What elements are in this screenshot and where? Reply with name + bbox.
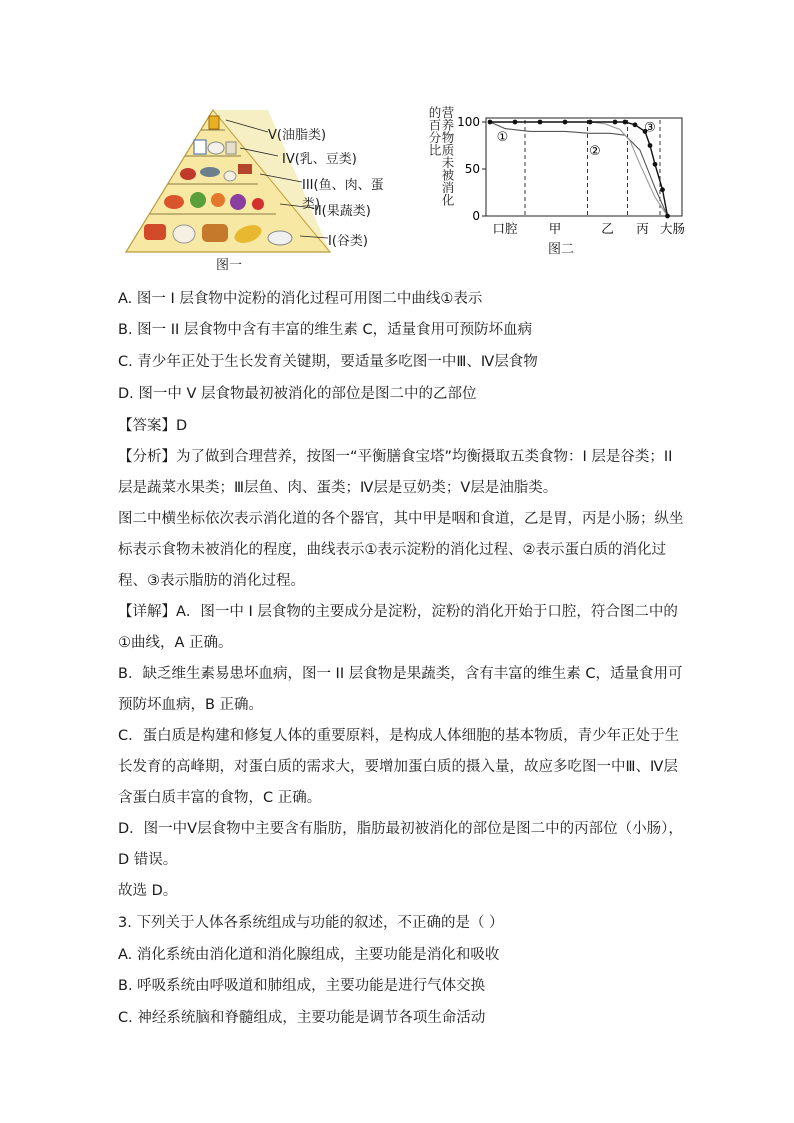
pyramid-level-label: II(果蔬类) [314,204,371,219]
egg-icon [224,171,236,181]
analysis-line: 【分析】为了做到合理营养，按图一“平衡膳食宝塔”均衡摄取五类食物：I 层是谷类；II [118,449,673,465]
series-point [588,120,593,125]
detail-line: B．缺乏维生素易患坏血病，图一 II 层食物是果蔬类，含有丰富的维生素 C，适量食用可 [118,666,683,682]
option-c: C. 青少年正处于生长发育关键期，要适量多吃图一中Ⅲ、Ⅳ层食物 [118,354,538,370]
detail-line: 长发育的高峰期，对蛋白质的需求大，要增加蛋白质的摄入量，故应多吃图一中Ⅲ、Ⅳ层 [118,759,678,775]
pyramid-level-label: IV(乳、豆类) [282,152,357,167]
oil-bottle-icon [209,116,219,129]
x-tick-label: 口腔 [492,221,518,236]
option-a: A. 图一 I 层食物中淀粉的消化过程可用图二中曲线①表示 [118,291,483,307]
x-tick-label: 丙 [636,221,649,236]
option-b: B. 图一 II 层食物中含有丰富的维生素 C，适量食用可预防坏血病 [118,322,533,338]
y-axis-label: 营养物质未被消化的百分比 [427,106,455,206]
x-tick-label: 大肠 [659,221,686,236]
detail-line: D 错误。 [118,852,178,868]
vegetable-icon [190,192,206,208]
curve-marker: ① [496,129,509,145]
analysis-line: 层是蔬菜水果类；Ⅲ层鱼、肉、蛋类；Ⅳ层是豆奶类；V层是油脂类。 [118,480,558,496]
series-point [563,120,568,125]
detail-line: C．蛋白质是构建和修复人体的重要原料，是构成人体细胞的基本物质，青少年正处于生 [118,728,680,744]
series-point [538,120,543,125]
analysis-line: 标表示食物未被消化的程度，曲线表示①表示淀粉的消化过程、②表示蛋白质的消化过 [118,542,666,558]
series-point [633,122,638,127]
carrot-icon [164,195,184,209]
y-tick-label: 50 [464,162,480,176]
series-point [613,120,618,125]
series-point [513,120,518,125]
tofu-icon [208,142,224,154]
detail-line: 含蛋白质丰富的食物，C 正确。 [118,790,322,806]
x-tick-label: 甲 [548,221,562,236]
series-point [648,143,653,148]
pyramid-level-label: III(鱼、肉、蛋类) [302,178,384,212]
food-pyramid-figure [118,104,398,272]
series-point [665,214,670,219]
grape-icon [230,194,246,210]
detail-line: 预防坏血病，B 正确。 [118,697,264,713]
milk-carton-icon [194,140,206,154]
detail-line: ①曲线，A 正确。 [118,635,233,651]
question3-option-c: C. 神经系统脑和脊髓组成，主要功能是调节各项生命活动 [118,1010,486,1026]
series-point [660,187,665,192]
meat-icon [180,168,196,180]
curve-marker: ② [589,143,601,159]
y-tick-label: 0 [472,209,480,223]
series-point [623,120,628,125]
orange-icon [211,193,225,207]
digestion-chart-figure [420,102,690,262]
question3-option-b: B. 呼吸系统由呼吸道和肺组成，主要功能是进行气体交换 [118,978,486,994]
question3-stem: 3. 下列关于人体各系统组成与功能的叙述，不正确的是（ ） [118,915,504,931]
detail-line: 【详解】A．图一中 I 层食物的主要成分是淀粉，淀粉的消化开始于口腔，符合图二中的 [118,604,678,620]
meat-slice-icon [144,224,166,240]
detail-line: D．图一中V层食物中主要含有脂肪，脂肪最初被消化的部位是图二中的丙部位（小肠）， [118,821,683,837]
curve-marker: ③ [644,120,656,136]
bread-loaf-icon [202,224,228,242]
question3-option-a: A. 消化系统由消化道和消化腺组成，主要功能是消化和吸收 [118,947,500,963]
pyramid-level-label: V(油脂类) [268,128,327,143]
x-tick-label: 乙 [601,221,614,236]
option-d: D. 图一中 V 层食物最初被消化的部位是图二中的乙部位 [118,386,477,402]
y-tick-label: 100 [457,115,480,129]
analysis-line: 程、③表示脂肪的消化过程。 [118,573,305,589]
rice-bowl-icon [268,231,292,245]
figure2-caption: 图二 [548,242,575,257]
pyramid-level-label: I(谷类) [328,234,368,249]
figure1-caption: 图一 [216,258,243,273]
series-point [653,162,658,167]
soy-icon [226,142,236,154]
fish-icon [200,167,220,177]
answer-line: 【答案】D [118,418,188,434]
bread-roll-icon [173,225,195,243]
detail-line: 故选 D。 [118,883,178,899]
tomato-icon [252,198,264,210]
series-point [488,120,493,125]
analysis-line: 图二中横坐标依次表示消化道的各个器官，其中甲是咽和食道，乙是胃，丙是小肠；纵坐 [118,511,684,527]
sausage-icon [238,164,252,174]
